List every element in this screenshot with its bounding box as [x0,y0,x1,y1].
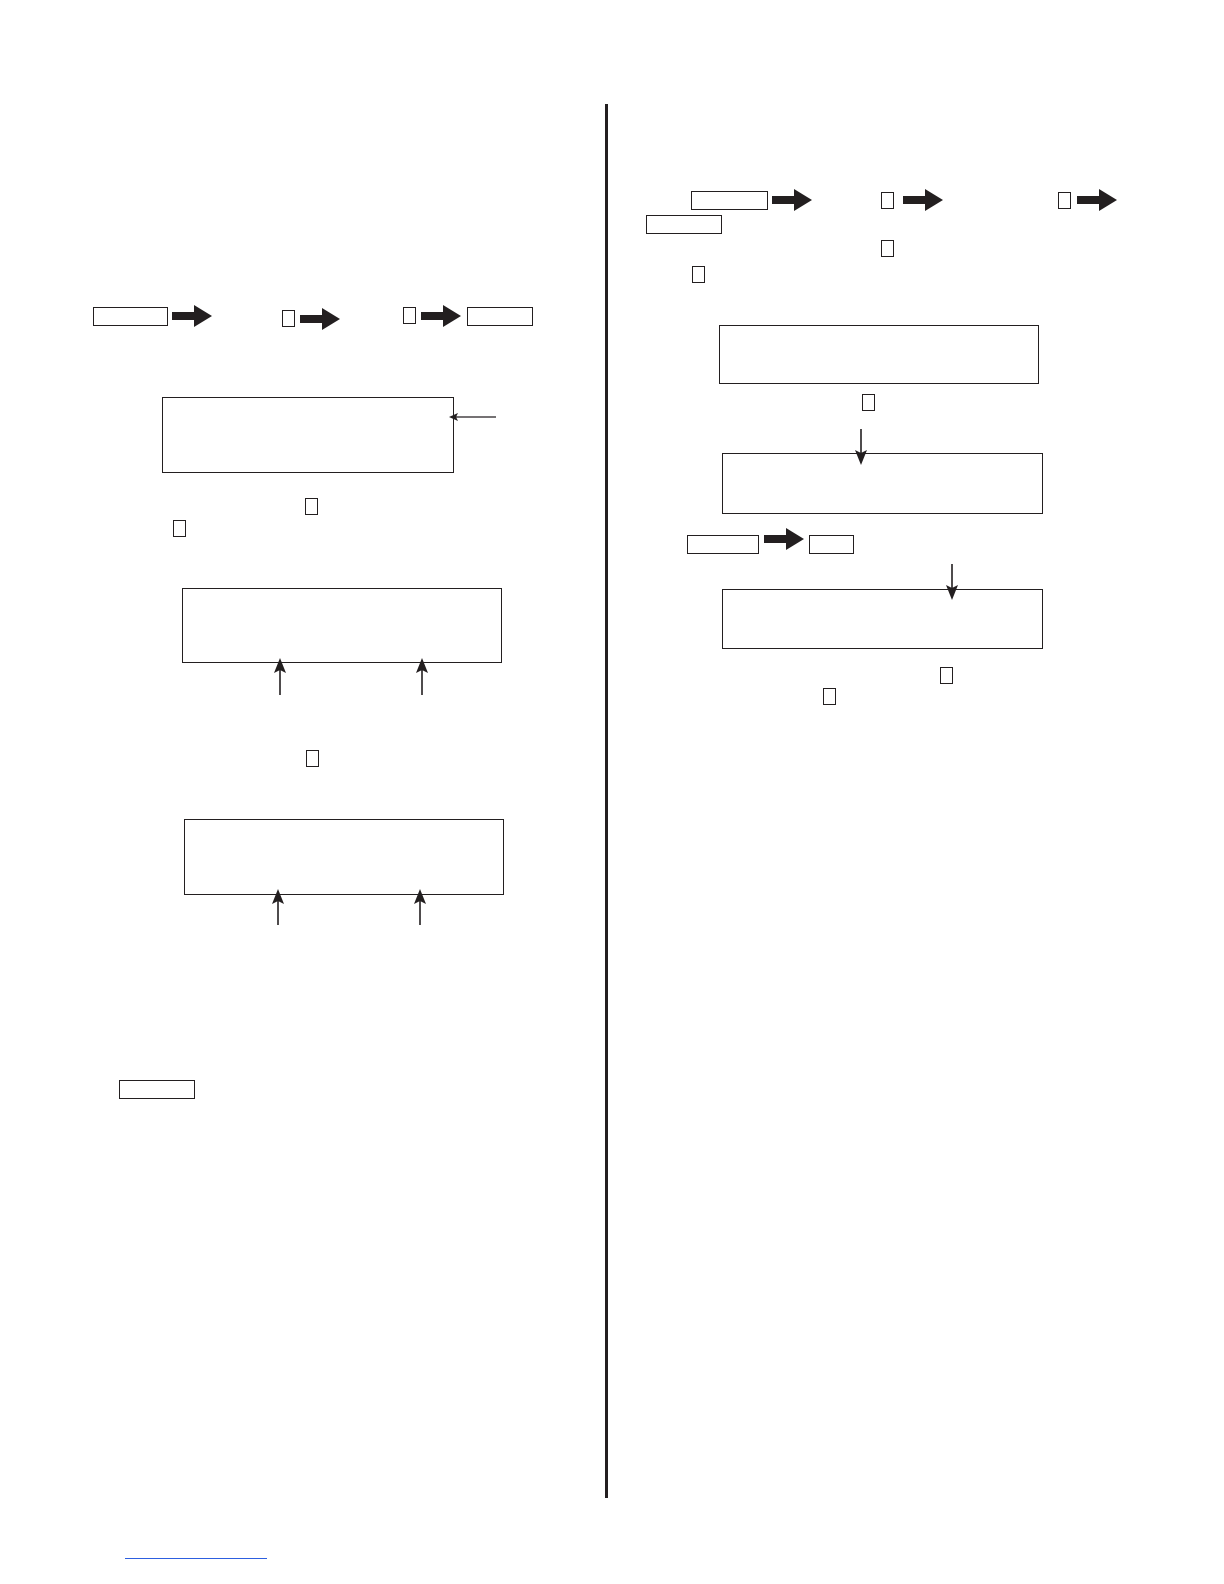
right-arrow-icon [172,305,212,327]
pointer-arrow-icon [272,889,284,925]
pointer-arrow-icon [414,889,426,925]
pointer-arrow-icon [855,429,867,465]
pointer-arrow-icon [416,658,428,695]
right-arrow-icon [772,189,812,211]
right-arrow-icon [1077,189,1117,211]
right-arrow-icon [764,528,804,550]
pointer-arrow-icon [946,564,958,600]
right-arrow-icon [300,308,340,330]
right-arrow-icon [903,189,943,211]
right-arrow-icon [421,305,461,327]
footer-link-underline[interactable] [125,1558,267,1559]
pointer-arrow-icon [449,413,496,421]
pointer-arrow-icon [274,658,286,695]
